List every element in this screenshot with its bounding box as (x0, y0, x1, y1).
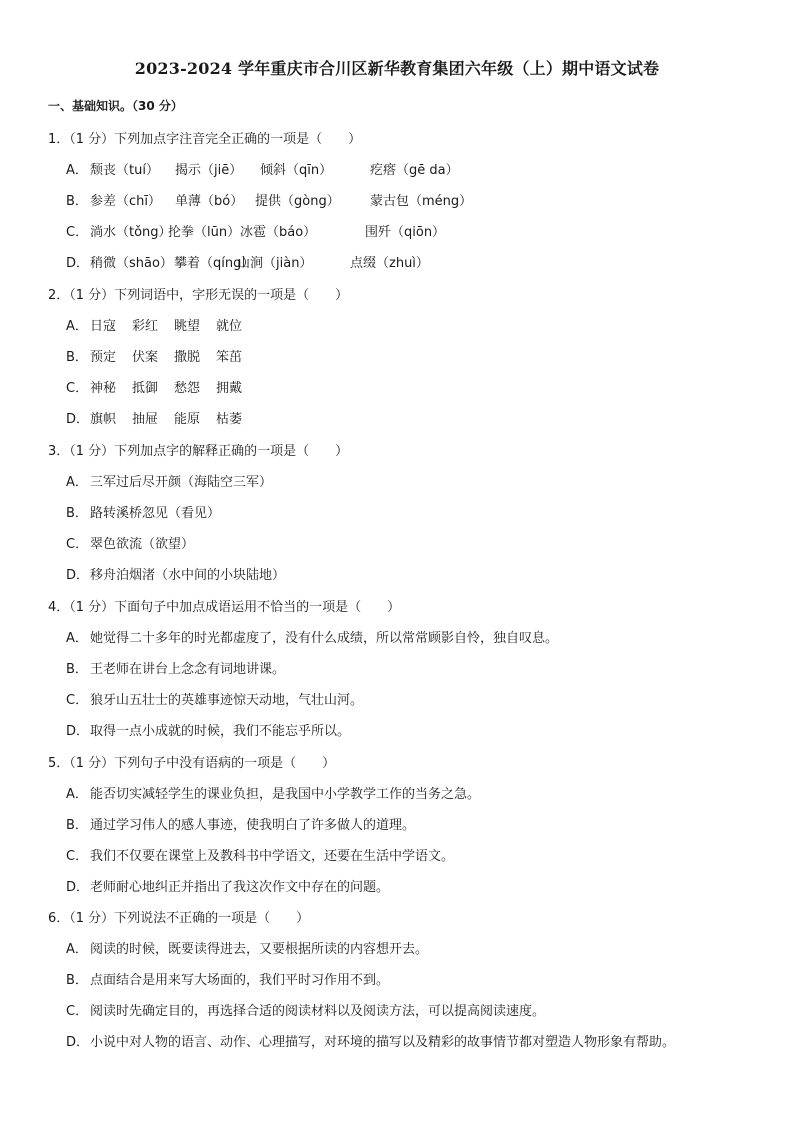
option-letter: A． (66, 631, 88, 646)
option-letter: D． (66, 256, 90, 271)
option-a (66, 159, 766, 177)
option-c (66, 221, 766, 239)
option-text: 抡拳（lūn） (168, 225, 241, 240)
option-c (66, 1000, 766, 1018)
option-d (66, 564, 766, 582)
option-letter: A． (66, 163, 88, 178)
option-letter: B． (66, 506, 88, 521)
option-letter: B． (66, 194, 88, 209)
option-text: 阅读时先确定目的，再选择合适的阅读材料以及阅读方法，可以提高阅读速度。 (90, 1004, 546, 1019)
option-letter: C． (66, 1004, 89, 1019)
option-c (66, 377, 766, 395)
option-a (66, 938, 766, 956)
option-letter: D． (66, 412, 90, 427)
option-text: 旗帜 (90, 412, 117, 427)
option-text: 淌水（tǒng） (90, 225, 172, 240)
option-c (66, 689, 766, 707)
option-letter: A． (66, 787, 88, 802)
question-stem: 5．（1 分）下列句子中没有语病的一项是（ ） (48, 756, 336, 771)
option-text: 点缀（zhuì） (350, 256, 429, 271)
option-text: 冰雹（báo） (240, 225, 317, 240)
option-letter: B． (66, 662, 88, 677)
option-letter: D． (66, 880, 90, 895)
option-text: 稍微（shāo） (90, 256, 173, 271)
option-text: 蒙古包（méng） (370, 194, 473, 209)
option-text: 山涧（jiàn） (237, 256, 313, 271)
option-text: 攀着（qíng） (174, 256, 255, 271)
option-text: 能否切实减轻学生的课业负担，是我国中小学教学工作的当务之急。 (90, 787, 481, 802)
option-text: 提供（gòng） (255, 194, 340, 209)
option-text: 小说中对人物的语言、动作、心理描写，对环境的描写以及精彩的故事情节都对塑造人物形象有帮助。 (90, 1035, 676, 1050)
option-d (66, 720, 766, 738)
question-stem: 1．（1 分）下列加点字注音完全正确的一项是（ ） (48, 132, 362, 147)
option-b (66, 814, 766, 832)
option-text: 撒脱 (174, 350, 201, 365)
question-stem: 3．（1 分）下列加点字的解释正确的一项是（ ） (48, 444, 349, 459)
option-letter: A． (66, 319, 88, 334)
exam-title: 2023-2024 学年重庆市合川区新华教育集团六年级（上）期中语文试卷 (134, 59, 660, 78)
option-text: 抵御 (132, 381, 159, 396)
option-text: 眺望 (174, 319, 201, 334)
option-text: 围歼（qiōn） (365, 225, 446, 240)
option-text: 揭示（jiē） (175, 163, 243, 178)
option-letter: C． (66, 693, 89, 708)
option-text: 点面结合是用来写大场面的，我们平时习作用不到。 (90, 973, 390, 988)
option-b (66, 190, 766, 208)
option-text: 通过学习伟人的感人事迹，使我明白了许多做人的道理。 (90, 818, 416, 833)
option-text: 倾斜（qīn） (260, 163, 333, 178)
option-text: 日寇 (90, 319, 117, 334)
option-b (66, 658, 766, 676)
option-letter: D． (66, 568, 90, 583)
option-text: 她觉得二十多年的时光都虚度了，没有什么成绩，所以常常顾影自怜，独自叹息。 (90, 631, 559, 646)
option-text: 阅读的时候，既要读得进去，又要根据所读的内容想开去。 (90, 942, 429, 957)
option-a (66, 783, 766, 801)
option-text: 路转溪桥忽见（看见） (90, 506, 221, 521)
option-text: 我们不仅要在课堂上及教科书中学语文，还要在生活中学语文。 (90, 849, 455, 864)
option-letter: B． (66, 973, 88, 988)
option-a (66, 627, 766, 645)
question-stem: 4．（1 分）下面句子中加点成语运用不恰当的一项是（ ） (48, 600, 401, 615)
option-text: 神秘 (90, 381, 117, 396)
option-text: 三军过后尽开颜（海陆空三军） (90, 475, 273, 490)
option-text: 翠色欲流（欲望） (90, 537, 195, 552)
option-a (66, 315, 766, 333)
option-b (66, 346, 766, 364)
option-letter: D． (66, 1035, 90, 1050)
option-letter: D． (66, 724, 90, 739)
option-text: 狼牙山五壮士的英雄事迹惊天动地，气壮山河。 (90, 693, 364, 708)
option-letter: A． (66, 942, 88, 957)
option-letter: B． (66, 350, 88, 365)
option-text: 移舟泊烟渚（水中间的小块陆地） (90, 568, 286, 583)
option-b (66, 502, 766, 520)
option-text: 拥戴 (216, 381, 243, 396)
option-text: 单薄（bó） (175, 194, 244, 209)
option-text: 王老师在讲台上念念有词地讲课。 (90, 662, 286, 677)
option-letter: C． (66, 225, 89, 240)
section-heading: 一、基础知识。（30 分） (48, 99, 183, 113)
option-a (66, 471, 766, 489)
option-text: 就位 (216, 319, 243, 334)
option-text: 取得一点小成就的时候，我们不能忘乎所以。 (90, 724, 351, 739)
option-c (66, 533, 766, 551)
option-text: 颓丧（tuí） (90, 163, 159, 178)
option-text: 愁怨 (174, 381, 201, 396)
option-text: 枯萎 (216, 412, 243, 427)
option-text: 抽屉 (132, 412, 159, 427)
option-d (66, 408, 766, 426)
option-letter: C． (66, 381, 89, 396)
option-letter: B． (66, 818, 88, 833)
option-text: 伏案 (132, 350, 159, 365)
question-stem: 2．（1 分）下列词语中，字形无误的一项是（ ） (48, 288, 349, 303)
option-d (66, 876, 766, 894)
option-letter: C． (66, 849, 89, 864)
question-stem: 6．（1 分）下列说法不正确的一项是（ ） (48, 911, 310, 926)
option-text: 参差（chī） (90, 194, 161, 209)
option-d (66, 252, 766, 270)
option-text: 彩红 (132, 319, 159, 334)
option-text: 预定 (90, 350, 117, 365)
option-text: 笨茁 (216, 350, 243, 365)
option-text: 能原 (174, 412, 201, 427)
option-letter: C． (66, 537, 89, 552)
option-c (66, 845, 766, 863)
option-d (66, 1031, 766, 1049)
option-text: 疙瘩（gē da） (370, 163, 459, 178)
option-b (66, 969, 766, 987)
option-text: 老师耐心地纠正并指出了我这次作文中存在的问题。 (90, 880, 390, 895)
option-letter: A． (66, 475, 88, 490)
